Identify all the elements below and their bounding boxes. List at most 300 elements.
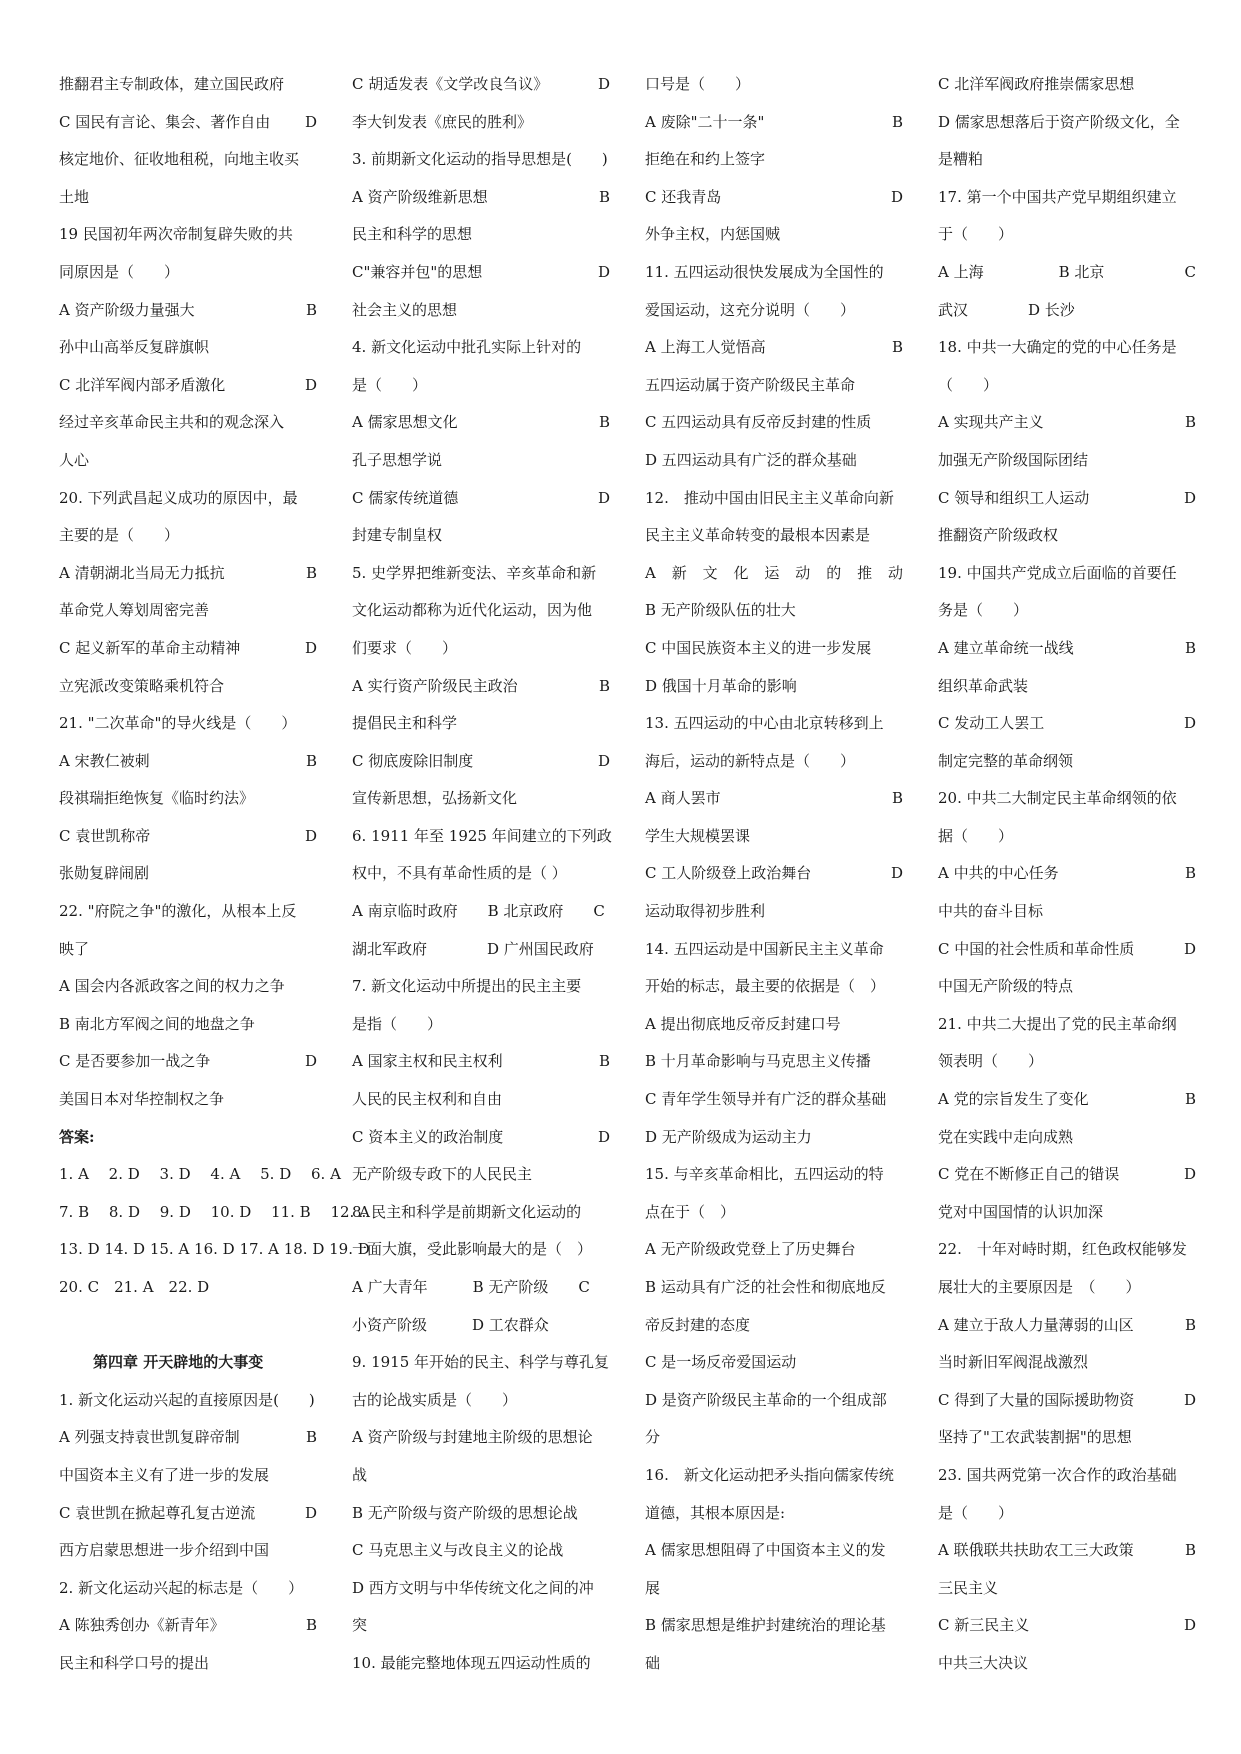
line-text: 封建专制皇权 bbox=[352, 526, 443, 545]
line-text: 务是（ ） bbox=[938, 601, 1029, 620]
text-line bbox=[59, 1231, 370, 1269]
line-text: C 工人阶级登上政治舞台 bbox=[645, 864, 812, 883]
text-line bbox=[352, 1495, 610, 1533]
text-line bbox=[938, 329, 1196, 367]
line-text: 核定地价、征收地租税，向地主收买 bbox=[59, 150, 300, 169]
line-text: 制定完整的革命纲领 bbox=[938, 751, 1074, 770]
chapter-heading bbox=[59, 1344, 317, 1382]
line-text: A 资产阶级力量强大 bbox=[59, 300, 195, 319]
text-line bbox=[938, 404, 1196, 442]
text-line bbox=[938, 1382, 1196, 1420]
line-text: A 联俄联共扶助农工三大政策 bbox=[938, 1541, 1134, 1560]
text-line bbox=[645, 1532, 903, 1570]
line-text: A 上海 B 北京 bbox=[938, 262, 1105, 281]
option-letter: B bbox=[305, 1428, 317, 1447]
line-text: 点在于（ ） bbox=[645, 1202, 736, 1221]
text-line bbox=[59, 104, 317, 142]
option-letter: D bbox=[304, 375, 317, 394]
line-text: C 新三民主义 bbox=[938, 1616, 1030, 1635]
text-line bbox=[59, 404, 317, 442]
line-text: 党对中国国情的认识加深 bbox=[938, 1202, 1104, 1221]
text-line bbox=[645, 292, 903, 330]
text-line bbox=[352, 404, 610, 442]
text-line bbox=[59, 292, 317, 330]
option-letter: B bbox=[598, 413, 610, 432]
text-line bbox=[352, 1344, 610, 1382]
line-text: C 领导和组织工人运动 bbox=[938, 488, 1090, 507]
text-line bbox=[938, 141, 1196, 179]
line-text: C 国民有言论、集会、著作自由 bbox=[59, 112, 271, 131]
line-text: A 资产阶级与封建地主阶级的思想论 bbox=[352, 1428, 593, 1447]
text-line bbox=[59, 705, 317, 743]
line-text: 爱国运动，这充分说明（ ） bbox=[645, 300, 856, 319]
line-text: 20. 下列武昌起义成功的原因中，最 bbox=[59, 488, 298, 507]
line-text: 拒绝在和约上签字 bbox=[645, 150, 766, 169]
line-text: 人民的民主权利和自由 bbox=[352, 1090, 503, 1109]
line-text: 开始的标志，最主要的依据是（ ） bbox=[645, 977, 886, 996]
text-line bbox=[352, 292, 610, 330]
text-line bbox=[352, 630, 610, 668]
line-text: 第四章 开天辟地的大事变 bbox=[93, 1353, 264, 1372]
text-line bbox=[645, 818, 903, 856]
line-text: 们要求（ ） bbox=[352, 638, 458, 657]
text-line bbox=[352, 1194, 610, 1232]
option-letter: D bbox=[304, 1052, 317, 1071]
line-text: 19 民国初年两次帝制复辟失败的共 bbox=[59, 225, 293, 244]
text-line bbox=[352, 1231, 610, 1269]
text-line bbox=[645, 1382, 903, 1420]
text-line bbox=[59, 931, 317, 969]
text-line bbox=[59, 442, 317, 480]
text-line bbox=[645, 592, 903, 630]
text-line bbox=[59, 1043, 317, 1081]
text-line bbox=[645, 555, 903, 593]
text-line bbox=[59, 1607, 317, 1645]
text-line bbox=[938, 442, 1196, 480]
line-text: 西方启蒙思想进一步介绍到中国 bbox=[59, 1541, 270, 1560]
text-line bbox=[352, 780, 610, 818]
option-letter: D bbox=[597, 1127, 610, 1146]
text-line bbox=[645, 1344, 903, 1382]
line-text: D 无产阶级成为运动主力 bbox=[645, 1127, 812, 1146]
text-line bbox=[938, 1006, 1196, 1044]
line-text: 22. 十年对峙时期，红色政权能够发 bbox=[938, 1240, 1187, 1259]
line-text: 党在实践中走向成熟 bbox=[938, 1127, 1074, 1146]
text-line bbox=[59, 1382, 317, 1420]
line-text: 10. 最能完整地体现五四运动性质的 bbox=[352, 1653, 591, 1672]
text-line bbox=[59, 254, 317, 292]
text-line bbox=[352, 442, 610, 480]
text-line bbox=[352, 1607, 610, 1645]
text-line bbox=[352, 1081, 610, 1119]
option-letter: D bbox=[1183, 488, 1196, 507]
line-text: A 实现共产主义 bbox=[938, 413, 1044, 432]
line-text: 20. C 21. A 22. D bbox=[59, 1278, 210, 1296]
line-text: A 废除"二十一条" bbox=[645, 112, 765, 131]
option-letter: D bbox=[890, 187, 903, 206]
line-text: C 青年学生领导并有广泛的群众基础 bbox=[645, 1090, 887, 1109]
answer-heading bbox=[59, 1119, 317, 1157]
text-line bbox=[59, 1156, 341, 1194]
line-text: 1. 新文化运动兴起的直接原因是( ) bbox=[59, 1390, 315, 1409]
text-line bbox=[59, 780, 317, 818]
line-text: 映了 bbox=[59, 939, 90, 958]
text-line bbox=[59, 367, 317, 405]
option-letter: B bbox=[1184, 1090, 1196, 1109]
text-line bbox=[59, 66, 317, 104]
line-text: B 南北方军阀之间的地盘之争 bbox=[59, 1014, 255, 1033]
line-text: 8. 民主和科学是前期新文化运动的 bbox=[352, 1202, 582, 1221]
line-text: 答案: bbox=[59, 1127, 95, 1146]
line-text: A 广大青年 B 无产阶级 C bbox=[352, 1278, 590, 1296]
text-line bbox=[938, 630, 1196, 668]
text-line bbox=[645, 1081, 903, 1119]
line-text: 13. 五四运动的中心由北京转移到上 bbox=[645, 714, 884, 733]
line-text: 4. 新文化运动中批孔实际上针对的 bbox=[352, 338, 582, 357]
text-line bbox=[352, 555, 610, 593]
line-text: 社会主义的思想 bbox=[352, 300, 458, 319]
text-line bbox=[352, 668, 610, 706]
line-text: 口号是（ ） bbox=[645, 75, 751, 93]
text-line bbox=[352, 1043, 610, 1081]
text-line bbox=[938, 1194, 1196, 1232]
line-text: 三民主义 bbox=[938, 1578, 999, 1597]
text-line bbox=[645, 104, 903, 142]
line-text: 是指（ ） bbox=[352, 1014, 443, 1033]
line-text: B 十月革命影响与马克思主义传播 bbox=[645, 1052, 871, 1071]
text-line bbox=[59, 893, 317, 931]
line-text: 战 bbox=[352, 1465, 368, 1484]
option-letter: B bbox=[305, 751, 317, 770]
text-line bbox=[938, 780, 1196, 818]
line-text: 权中，不具有革命性质的是（ ） bbox=[352, 864, 567, 883]
text-line bbox=[352, 367, 610, 405]
line-text: 提倡民主和科学 bbox=[352, 714, 458, 733]
option-letter: D bbox=[1183, 1165, 1196, 1184]
line-text: 立宪派改变策略乘机符合 bbox=[59, 676, 225, 695]
line-text: 19. 中国共产党成立后面临的首要任 bbox=[938, 563, 1177, 582]
text-line bbox=[645, 1307, 903, 1345]
option-letter: D bbox=[1183, 1616, 1196, 1635]
line-text: 16. 新文化运动把矛头指向儒家传统 bbox=[645, 1465, 894, 1484]
text-line bbox=[938, 292, 1196, 330]
line-text: 运动取得初步胜利 bbox=[645, 902, 766, 921]
text-line bbox=[938, 1081, 1196, 1119]
text-line bbox=[352, 1307, 610, 1345]
text-line bbox=[59, 1269, 317, 1307]
option-letter: D bbox=[1183, 1390, 1196, 1409]
line-text: 15. 与辛亥革命相比，五四运动的特 bbox=[645, 1165, 884, 1184]
line-text: C 起义新军的革命主动精神 bbox=[59, 638, 241, 657]
text-line bbox=[352, 818, 610, 856]
text-line bbox=[645, 1419, 903, 1457]
line-text: 展壮大的主要原因是 （ ） bbox=[938, 1278, 1141, 1296]
line-text: A 宋教仁被刺 bbox=[59, 751, 150, 770]
line-text: 17. 第一个中国共产党早期组织建立 bbox=[938, 187, 1177, 206]
line-text: 中共的奋斗目标 bbox=[938, 902, 1044, 921]
text-line bbox=[352, 517, 610, 555]
text-line bbox=[352, 216, 610, 254]
text-line bbox=[645, 404, 903, 442]
option-letter: C bbox=[1184, 262, 1196, 281]
text-line bbox=[352, 968, 610, 1006]
line-text: 突 bbox=[352, 1616, 368, 1635]
text-line bbox=[352, 329, 610, 367]
text-line bbox=[59, 480, 317, 518]
option-letter: B bbox=[1184, 413, 1196, 432]
text-line bbox=[59, 1532, 317, 1570]
text-line bbox=[59, 1570, 317, 1608]
line-text: 是糟粕 bbox=[938, 150, 984, 169]
line-text: 无产阶级专政下的人民民主 bbox=[352, 1165, 533, 1184]
option-letter: D bbox=[304, 638, 317, 657]
text-line bbox=[938, 968, 1196, 1006]
text-line bbox=[938, 216, 1196, 254]
line-text: 同原因是（ ） bbox=[59, 262, 180, 281]
text-line bbox=[352, 592, 610, 630]
option-letter: D bbox=[1183, 939, 1196, 958]
text-line bbox=[645, 216, 903, 254]
text-line bbox=[352, 141, 610, 179]
text-line bbox=[645, 141, 903, 179]
text-line bbox=[938, 1457, 1196, 1495]
line-text: 坚持了"工农武装割据"的思想 bbox=[938, 1428, 1132, 1447]
line-text: 础 bbox=[645, 1653, 661, 1672]
text-line bbox=[938, 1645, 1196, 1683]
text-line bbox=[938, 592, 1196, 630]
option-letter: D bbox=[890, 864, 903, 883]
text-line bbox=[645, 1006, 903, 1044]
text-line bbox=[645, 1457, 903, 1495]
line-text: A 儒家思想文化 bbox=[352, 413, 458, 432]
line-text: 张勋复辟闹剧 bbox=[59, 864, 150, 883]
line-text: A 资产阶级维新思想 bbox=[352, 187, 488, 206]
line-text: A 儒家思想阻碍了中国资本主义的发 bbox=[645, 1541, 886, 1560]
text-line bbox=[938, 1043, 1196, 1081]
text-line bbox=[352, 931, 610, 969]
text-line bbox=[938, 743, 1196, 781]
text-line bbox=[645, 1645, 903, 1683]
line-text: A 列强支持袁世凯复辟帝制 bbox=[59, 1428, 240, 1447]
text-line bbox=[645, 442, 903, 480]
text-line bbox=[352, 705, 610, 743]
text-line bbox=[352, 1532, 610, 1570]
line-text: 当时新旧军阀混战激烈 bbox=[938, 1353, 1089, 1372]
line-text: 2. 新文化运动兴起的标志是（ ） bbox=[59, 1578, 304, 1597]
line-text: 武汉 D 长沙 bbox=[938, 300, 1075, 319]
text-line bbox=[645, 893, 903, 931]
text-line bbox=[59, 329, 317, 367]
option-letter: B bbox=[598, 676, 610, 695]
line-text: 12. 推动中国由旧民主主义革命向新 bbox=[645, 488, 894, 507]
text-line bbox=[645, 1119, 903, 1157]
line-text: 外争主权，内惩国贼 bbox=[645, 225, 781, 244]
text-line bbox=[645, 1043, 903, 1081]
line-text: C 发动工人罢工 bbox=[938, 714, 1045, 733]
text-line bbox=[59, 179, 317, 217]
line-text: C 北洋军阀政府推崇儒家思想 bbox=[938, 75, 1135, 93]
option-letter: B bbox=[1184, 1541, 1196, 1560]
line-text: 湖北军政府 D 广州国民政府 bbox=[352, 939, 594, 958]
text-line bbox=[352, 1006, 610, 1044]
text-line bbox=[938, 367, 1196, 405]
text-column-1 bbox=[59, 66, 370, 1683]
line-text: 五四运动属于资产阶级民主革命 bbox=[645, 375, 856, 394]
text-line bbox=[352, 254, 610, 292]
line-text: A 南京临时政府 B 北京政府 C bbox=[352, 902, 605, 921]
option-letter: B bbox=[305, 1616, 317, 1635]
line-text: C 中国的社会性质和革命性质 bbox=[938, 939, 1135, 958]
line-text: A 陈独秀创办《新青年》 bbox=[59, 1616, 225, 1635]
line-text: 文化运动都称为近代化运动，因为他 bbox=[352, 601, 593, 620]
line-text: A 党的宗旨发生了变化 bbox=[938, 1090, 1089, 1109]
option-letter: B bbox=[598, 1052, 610, 1071]
text-line bbox=[645, 1194, 903, 1232]
text-line bbox=[938, 254, 1196, 292]
text-line bbox=[352, 480, 610, 518]
line-text: 人心 bbox=[59, 450, 90, 469]
text-line bbox=[352, 743, 610, 781]
line-text: 民主主义革命转变的最根本因素是 bbox=[645, 526, 871, 545]
line-text: C 北洋军阀内部矛盾激化 bbox=[59, 375, 226, 394]
line-text: 11. 五四运动很快发展成为全国性的 bbox=[645, 262, 884, 281]
line-text: C 资本主义的政治制度 bbox=[352, 1127, 504, 1146]
line-text: 段祺瑞拒绝恢复《临时约法》 bbox=[59, 789, 255, 808]
line-text: 3. 前期新文化运动的指导思想是( ) bbox=[352, 150, 608, 169]
text-line bbox=[352, 1156, 610, 1194]
line-text: A 清朝湖北当局无力抵抗 bbox=[59, 563, 225, 582]
line-text: A 国家主权和民主权利 bbox=[352, 1052, 503, 1071]
line-text: C 马克思主义与改良主义的论战 bbox=[352, 1541, 564, 1560]
option-letter: B bbox=[891, 789, 903, 808]
text-line bbox=[352, 1269, 610, 1307]
line-text: D 五四运动具有广泛的群众基础 bbox=[645, 450, 857, 469]
line-text: 宣传新思想，弘扬新文化 bbox=[352, 789, 518, 808]
option-letter: B bbox=[598, 187, 610, 206]
option-letter: B bbox=[891, 338, 903, 357]
line-text: 孔子思想学说 bbox=[352, 450, 443, 469]
text-line bbox=[352, 1419, 610, 1457]
line-text: 14. 五四运动是中国新民主主义革命 bbox=[645, 939, 884, 958]
line-text: 主要的是（ ） bbox=[59, 526, 180, 545]
line-text: （ ） bbox=[938, 375, 999, 394]
line-text: A 中共的中心任务 bbox=[938, 864, 1059, 883]
text-line bbox=[645, 668, 903, 706]
line-text: B 无产阶级与资产阶级的思想论战 bbox=[352, 1503, 578, 1522]
text-line bbox=[59, 743, 317, 781]
line-text: C 儒家传统道德 bbox=[352, 488, 459, 507]
text-line bbox=[645, 931, 903, 969]
text-line bbox=[938, 1231, 1196, 1269]
text-line bbox=[645, 1156, 903, 1194]
line-text: 李大钊发表《庶民的胜利》 bbox=[352, 112, 533, 131]
line-text: A 新 文 化 运 动 的 推 动 bbox=[645, 563, 903, 582]
line-text: 道德，其根本原因是: bbox=[645, 1503, 786, 1522]
option-letter: D bbox=[597, 751, 610, 770]
text-line bbox=[59, 517, 317, 555]
text-line bbox=[938, 1156, 1196, 1194]
option-letter: D bbox=[597, 75, 610, 93]
line-text: C 是否要参加一战之争 bbox=[59, 1052, 211, 1071]
line-text: 领表明（ ） bbox=[938, 1052, 1044, 1071]
line-text: 小资产阶级 D 工农群众 bbox=[352, 1315, 549, 1334]
text-line bbox=[645, 66, 903, 104]
text-line bbox=[59, 1495, 317, 1533]
text-line bbox=[938, 1119, 1196, 1157]
text-line bbox=[59, 968, 317, 1006]
option-letter: B bbox=[891, 112, 903, 131]
text-line bbox=[352, 66, 610, 104]
text-line bbox=[59, 818, 317, 856]
text-line bbox=[645, 254, 903, 292]
line-text: 5. 史学界把维新变法、辛亥革命和新 bbox=[352, 563, 597, 582]
text-line bbox=[645, 329, 903, 367]
option-letter: B bbox=[305, 300, 317, 319]
line-text: 一面大旗，受此影响最大的是（ ） bbox=[352, 1240, 593, 1259]
line-text: 是（ ） bbox=[938, 1503, 1014, 1522]
line-text: D 西方文明与中华传统文化之间的冲 bbox=[352, 1578, 594, 1597]
line-text: 21. "二次革命"的导火线是（ ） bbox=[59, 714, 297, 733]
line-text: A 建立于敌人力量薄弱的山区 bbox=[938, 1315, 1134, 1334]
text-column-3 bbox=[645, 66, 903, 1683]
line-text: 13. D 14. D 15. A 16. D 17. A 18. D 19. D bbox=[59, 1240, 370, 1259]
text-line bbox=[352, 855, 610, 893]
line-text: 7. 新文化运动中所提出的民主主要 bbox=[352, 977, 582, 996]
text-line bbox=[352, 1457, 610, 1495]
text-line bbox=[59, 1645, 317, 1683]
line-text: 推翻资产阶级政权 bbox=[938, 526, 1059, 545]
text-line bbox=[938, 1607, 1196, 1645]
line-text: 6. 1911 年至 1925 年间建立的下列政 bbox=[352, 826, 612, 845]
line-text: 展 bbox=[645, 1578, 661, 1597]
line-text: 海后，运动的新特点是（ ） bbox=[645, 751, 856, 770]
line-text: 分 bbox=[645, 1428, 661, 1447]
line-text: 于（ ） bbox=[938, 225, 1014, 244]
text-line bbox=[645, 630, 903, 668]
text-column-4 bbox=[938, 66, 1196, 1683]
text-line bbox=[352, 1645, 610, 1683]
text-line bbox=[938, 1269, 1196, 1307]
text-line bbox=[645, 517, 903, 555]
text-line bbox=[645, 1607, 903, 1645]
line-text: 革命党人筹划周密完善 bbox=[59, 601, 210, 620]
line-text: 孙中山高举反复辟旗帜 bbox=[59, 338, 210, 357]
text-line bbox=[352, 179, 610, 217]
text-line bbox=[59, 1081, 317, 1119]
line-text: C 彻底废除旧制度 bbox=[352, 751, 474, 770]
text-column-2 bbox=[352, 66, 610, 1683]
line-text: D 儒家思想落后于资产阶级文化，全 bbox=[938, 112, 1180, 131]
line-text: D 是资产阶级民主革命的一个组成部 bbox=[645, 1390, 887, 1409]
line-text: 帝反封建的态度 bbox=[645, 1315, 751, 1334]
text-line bbox=[352, 1119, 610, 1157]
line-text: 中国无产阶级的特点 bbox=[938, 977, 1074, 996]
text-line bbox=[938, 818, 1196, 856]
line-text: 23. 国共两党第一次合作的政治基础 bbox=[938, 1465, 1177, 1484]
line-text: C 胡适发表《文学改良刍议》 bbox=[352, 75, 549, 93]
line-text: B 无产阶级队伍的壮大 bbox=[645, 601, 796, 620]
line-text: A 上海工人觉悟高 bbox=[645, 338, 766, 357]
option-letter: B bbox=[1184, 1315, 1196, 1334]
text-line bbox=[938, 517, 1196, 555]
text-line bbox=[938, 555, 1196, 593]
line-text: 是（ ） bbox=[352, 375, 428, 394]
text-line bbox=[645, 480, 903, 518]
text-line bbox=[59, 630, 317, 668]
line-text: C 还我青岛 bbox=[645, 187, 722, 206]
line-text: 古的论战实质是（ ） bbox=[352, 1390, 518, 1409]
text-line bbox=[352, 104, 610, 142]
